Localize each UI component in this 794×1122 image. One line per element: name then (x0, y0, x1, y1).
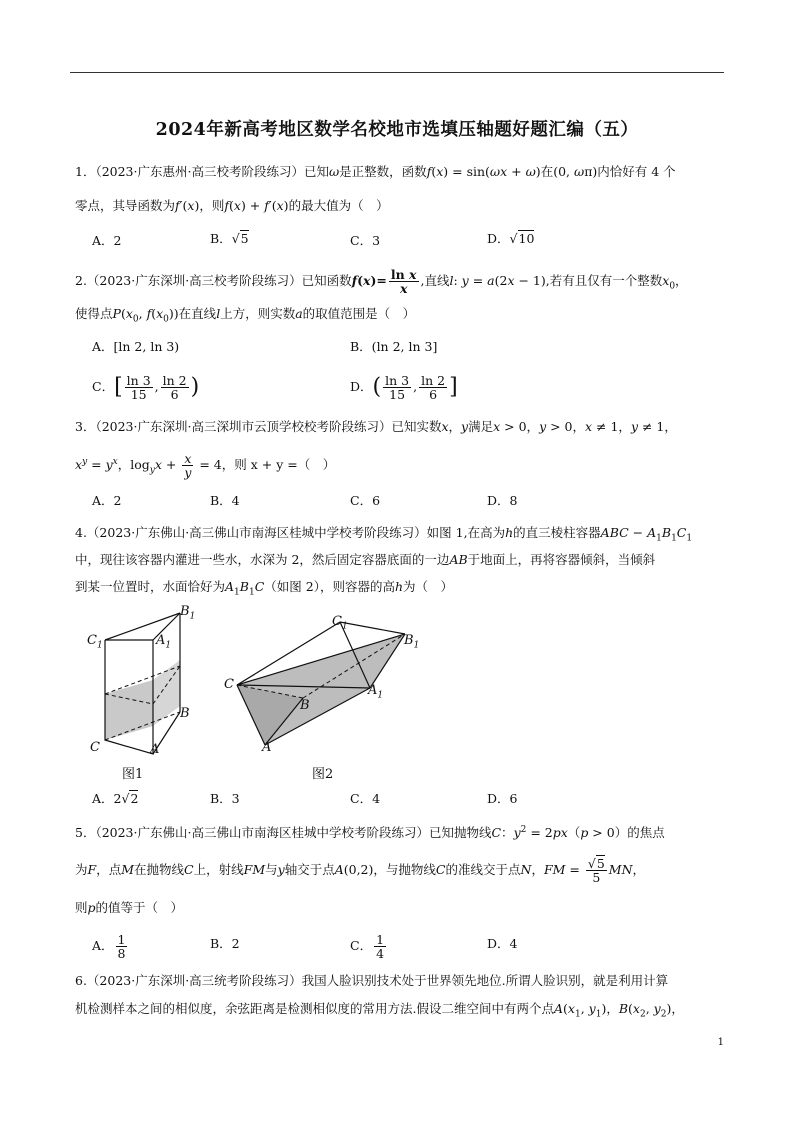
q2-line2: 使得点$P(x_0$, $f(x_0)$)在直线l上方，则实数a的取值范围是（ ） (75, 306, 416, 325)
fig1-label-a1: $A_1$ (156, 633, 172, 651)
fig1-label-a: A (150, 742, 160, 757)
q1-line2: 零点，其导函数为f′(x)，则f(x) + f′(x)的最大值为（ ） (75, 198, 389, 213)
fig1-label-b1: $B_1$ (180, 604, 196, 622)
q2-line1: 2.（2023·广东深圳·高三校考阶段练习）已知函数f(x)= $\frac{\text{ln x}}{x}$ ,直线l: y = a(2x − 1),若有且仅有一个整数$x_0$， (75, 267, 688, 296)
q2-option-a: A．[ln 2, ln 3) (92, 339, 180, 354)
q6-line2: 机检测样本之间的相似度，余弦距离是检测相似度的常用方法.假设二维空间中有两个点$A(x_1$, $y_1$)，$B(x_2$, $y_2$)， (75, 1001, 684, 1020)
q4-line2: 中，现往该容器内灌进一些水，水深为 2，然后固定容器底面的一边AB于地面上，再将容器倾斜，当倾斜 (75, 552, 656, 567)
q4-line1: 4.（2023·广东佛山·高三佛山市南海区桂城中学校考阶段练习）如图 1,在高为h的直三棱柱容器ABC − $A_1B_1C_1$ (75, 525, 693, 544)
q5-option-a: A． $\frac{1}{8}$ (92, 932, 126, 961)
fig2-label-c1: $C_1$ (332, 614, 348, 632)
q6-line1: 6.（2023·广东深圳·高三统考阶段练习）我国人脸识别技术处于世界领先地位.所谓人脸识别，就是利用计算 (75, 973, 669, 988)
figure-2-caption: 图2 (312, 767, 334, 782)
q1-option-d: D．√10 (487, 231, 535, 246)
q5-option-c: C． $\frac{1}{4}$ (350, 932, 385, 961)
figure-2-tilted-prism (225, 610, 425, 750)
page-title: 2024年新高考地区数学名校地市选填压轴题好题汇编（五） (155, 120, 639, 140)
q5-line1: 5．（2023·广东佛山·高三佛山市南海区桂城中学校考阶段练习）已知抛物线C：$y^2 = 2px(p > 0)$的焦点 (75, 825, 665, 841)
fig2-label-b: B (300, 698, 310, 713)
q3-line1: 3．（2023·广东深圳·高三深圳市云顶学校校考阶段练习）已知实数x，y满足x > 0，y > 0，x ≠ 1，y ≠ 1， (75, 419, 677, 434)
fig2-label-c: C (224, 677, 234, 692)
fig1-label-c1: $C_1$ (87, 633, 103, 651)
q3-option-d: D．8 (487, 493, 518, 508)
q5-option-b: B．2 (210, 936, 240, 951)
q4-option-d: D．6 (487, 791, 518, 806)
fig1-water-side (153, 660, 180, 726)
q1-line1: 1．（2023·广东惠州·高三校考阶段练习）已知ω是正整数，函数f(x) = sin(ωx + ω)在(0, ωπ)内恰好有 4 个 (75, 164, 676, 179)
figure-1-prism (85, 600, 205, 760)
q4-option-b: B．3 (210, 791, 240, 806)
q1-option-a: A．2 (92, 233, 122, 248)
q3-option-b: B．4 (210, 493, 240, 508)
q5-line2: 为F，点M在抛物线C上，射线FM与y轴交于点A(0,2)，与抛物线C的准线交于点N，FM = $\frac{√5}{5}$ MN， (75, 856, 646, 885)
q2-option-c: C．[ $\frac{\ln 3}{15}$ , $\frac{\ln 2}{6}$ ) (92, 373, 200, 402)
fig1-water-front (105, 680, 153, 740)
q4-option-a: A．2√2 (92, 791, 139, 806)
q4-option-c: C．4 (350, 791, 381, 806)
figure-1-caption: 图1 (122, 767, 144, 782)
fig1-label-b: B (180, 706, 190, 721)
q2-option-d: D．( $\frac{\ln 3}{15}$ , $\frac{\ln 2}{6}$ ] (350, 373, 458, 402)
fig1-label-c: C (90, 740, 100, 755)
fig2-label-b1: $B_1$ (404, 633, 420, 651)
fig2-label-a: A (262, 740, 272, 755)
q3-option-a: A．2 (92, 493, 122, 508)
q3-line2: $x^y = y^x$，$\log_yx$ + $\frac{x}{y}$ = 4，则 x + y =（ ） (75, 451, 336, 480)
q5-line3: 则p的值等于（ ） (75, 900, 184, 915)
page-number: 1 (717, 1037, 724, 1048)
fig2-label-a1: $A_1$ (368, 683, 384, 701)
q1-option-c: C．3 (350, 233, 381, 248)
q4-line3: 到某一位置时，水面恰好为$A_1B_1C$（如图 2），则容器的高h为（ ） (75, 579, 454, 598)
q1-option-b: B．√5 (210, 231, 249, 246)
q3-option-c: C．6 (350, 493, 381, 508)
q2-option-b: B．(ln 2, ln 3] (350, 339, 438, 354)
q5-option-d: D．4 (487, 936, 518, 951)
header-rule (70, 72, 724, 73)
fig2-edge-c1b1 (340, 622, 405, 634)
